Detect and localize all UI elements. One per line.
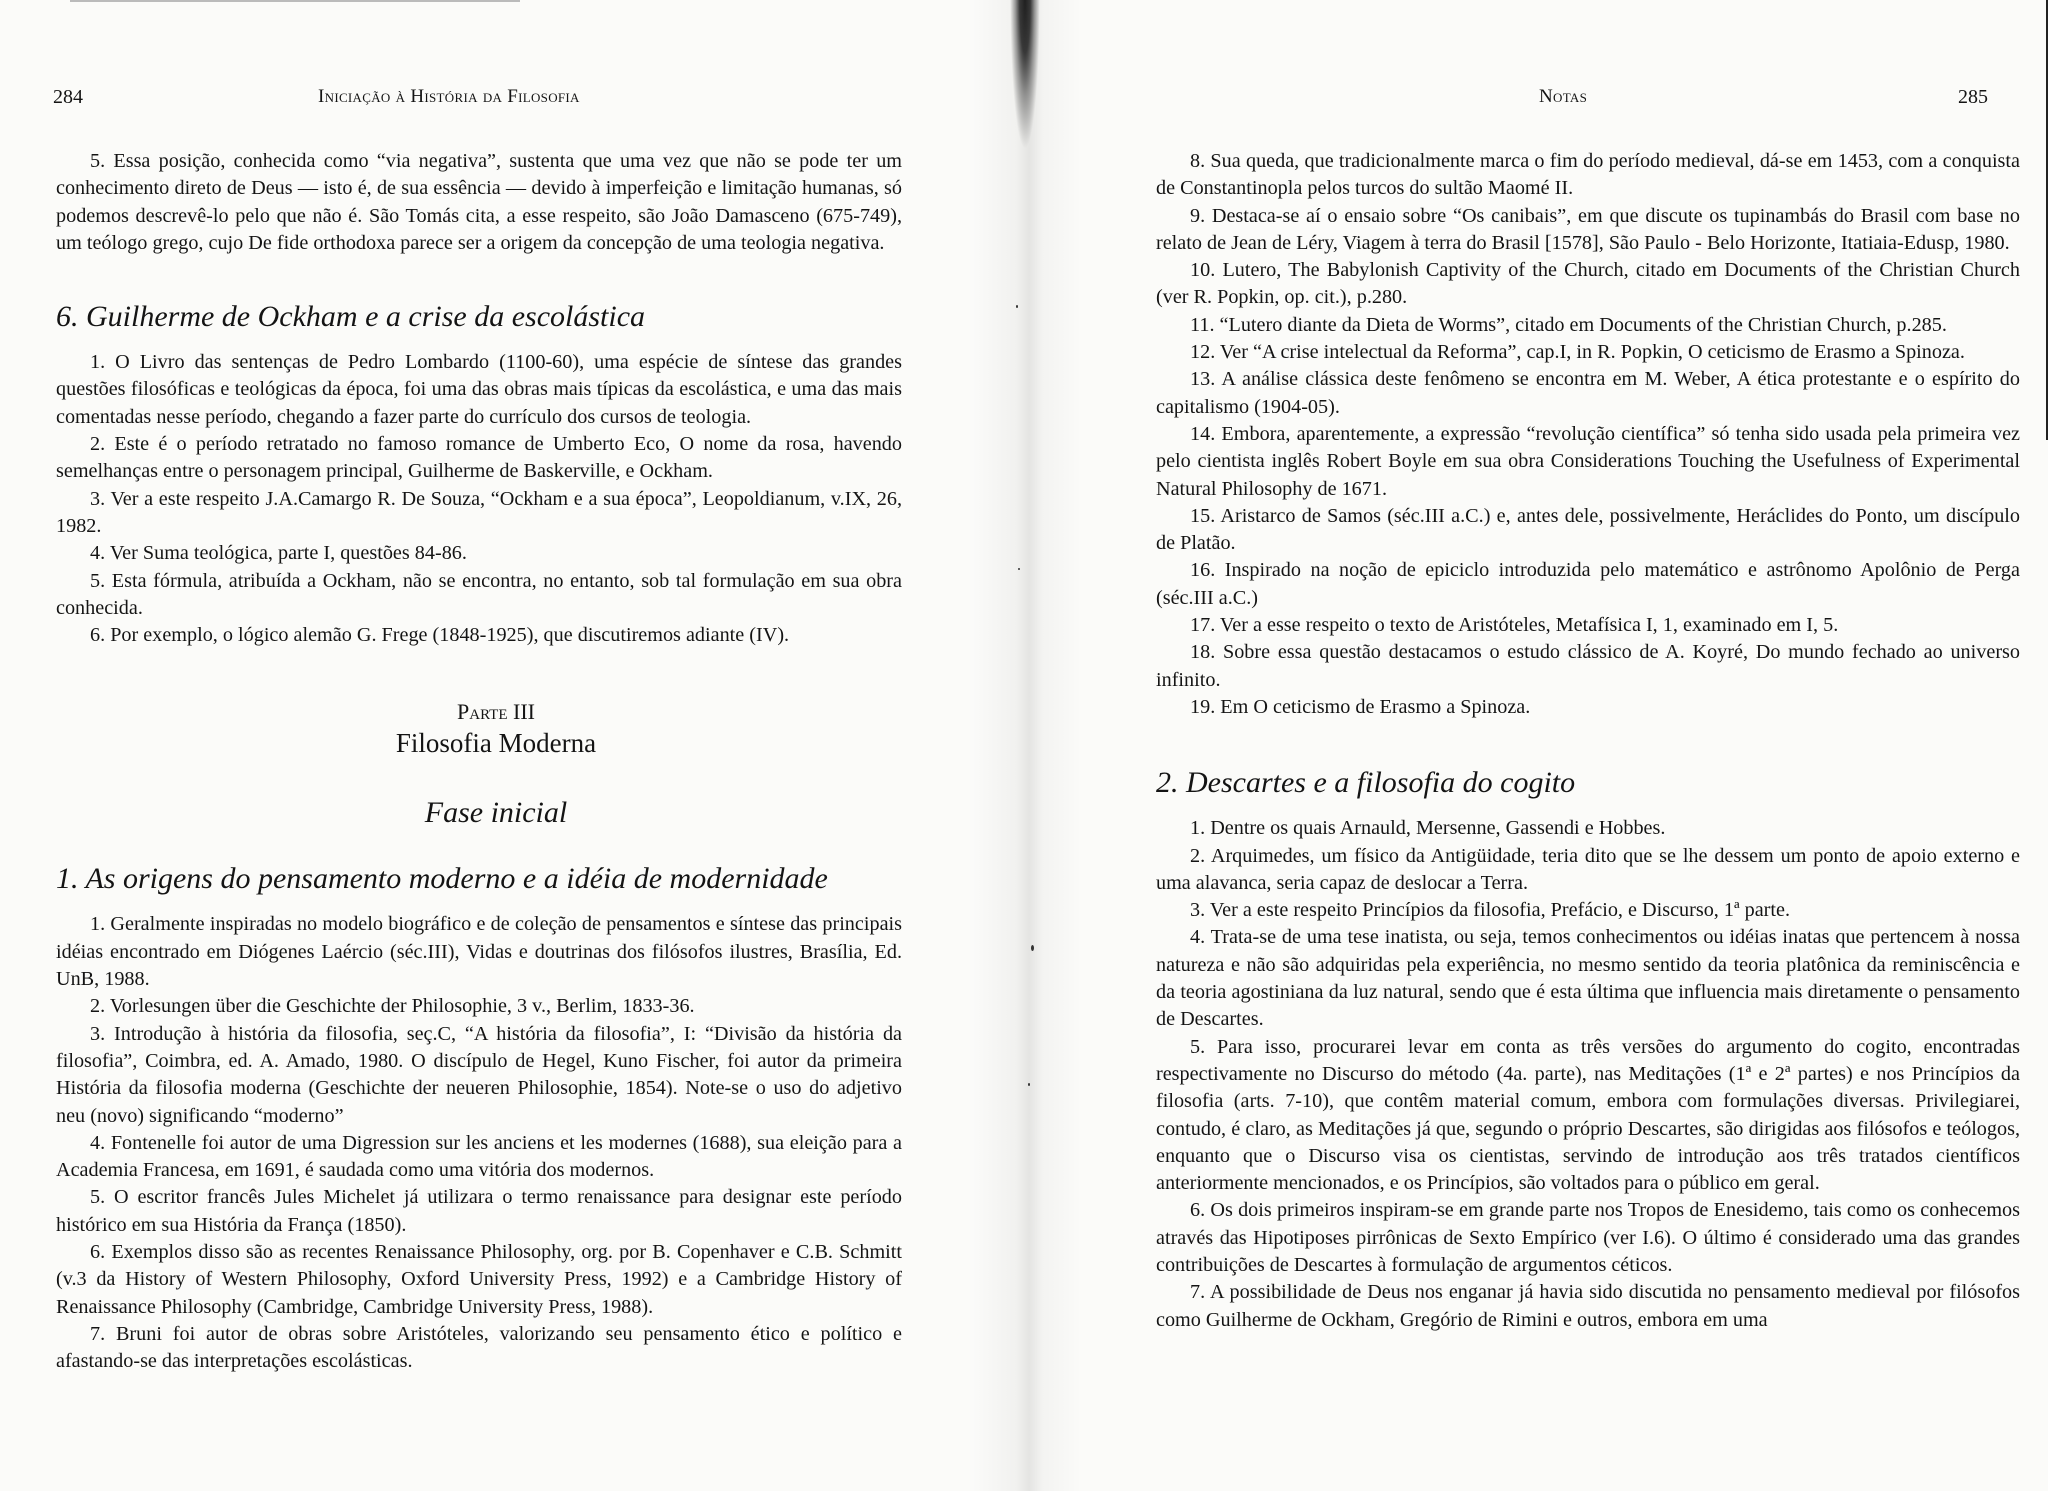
note-paragraph: 15. Aristarco de Samos (séc.III a.C.) e, antes dele, possivelmente, Heráclides do Ponto, um discípulo de Platão. bbox=[1156, 504, 2020, 555]
right-page bbox=[1024, 0, 2048, 1491]
note-paragraph: 19. Em O ceticismo de Erasmo a Spinoza. bbox=[1190, 695, 1531, 718]
scan-speck bbox=[1018, 568, 1020, 570]
note-paragraph: 3. Ver a este respeito Princípios da filosofia, Prefácio, e Discurso, 1ª parte. bbox=[1190, 899, 1790, 922]
note-paragraph: 5. O escritor francês Jules Michelet já utilizara o termo renaissance para designar este período histórico em sua História da França (1850). bbox=[56, 1186, 902, 1236]
note-paragraph: 10. Lutero, The Babylonish Captivity of the Church, citado em Documents of the Christian Church (ver R. Popkin, op. cit.), p.280. bbox=[1156, 259, 2020, 309]
phase-heading: Fase inicial bbox=[424, 796, 568, 830]
section-heading: 1. As origens do pensamento moderno e a idéia de modernidade bbox=[56, 862, 828, 896]
note-paragraph: 1. Geralmente inspiradas no modelo biográfico e de coleção de pensamentos e síntese das principais idéias encontrado em Diógenes Laércio (séc.III), Vidas e doutrinas dos filósofos ilustres, Brasília, Ed. UnB, 1988. bbox=[56, 913, 902, 991]
note-paragraph: 13. A análise clássica deste fenômeno se encontra em M. Weber, A ética protestante e o espírito do capitalismo (1904-05). bbox=[1156, 368, 2020, 418]
note-paragraph: 5. Esta fórmula, atribuída a Ockham, não se encontra, no entanto, sob tal formulação em sua obra conhecida. bbox=[56, 569, 902, 619]
note-paragraph: 9. Destaca-se aí o ensaio sobre “Os canibais”, em que discute os tupinambás do Brasil com base no relato de Jean de Léry, Viagem à terra do Brasil [1578], São Paulo - Belo Horizonte, Itatiaia-Edusp, 1980. bbox=[1156, 204, 2020, 254]
note-paragraph: 14. Embora, aparentemente, a expressão “revolução científica” só tenha sido usada pela primeira vez pelo cientista inglês Robert Boyle em sua obra Considerations Touching the Usefulness of Experimental Natural Philosophy de 1671. bbox=[1156, 422, 2020, 500]
note-paragraph: 2. Vorlesungen über die Geschichte der Philosophie, 3 v., Berlim, 1833-36. bbox=[90, 995, 695, 1018]
scan-speck bbox=[1028, 1083, 1030, 1086]
note-paragraph: 6. Os dois primeiros inspiram-se em grande parte nos Tropos de Enesidemo, tais como os conhecemos através das Hipotiposes pirrônicas de Sexto Empírico (ver I.6). O último é considerado uma das grandes contribuições de Descartes à formulação de argumentos céticos. bbox=[1156, 1199, 2020, 1276]
note-paragraph: 3. Ver a este respeito J.A.Camargo R. De Souza, “Ockham e a sua época”, Leopoldianum, v.IX, 26, 1982. bbox=[56, 487, 902, 537]
note-paragraph: 12. Ver “A crise intelectual da Reforma”, cap.I, in R. Popkin, O ceticismo de Erasmo a Spinoza. bbox=[1190, 341, 1965, 364]
note-paragraph: 18. Sobre essa questão destacamos o estudo clássico de A. Koyré, Do mundo fechado ao universo infinito. bbox=[1156, 641, 2020, 691]
note-paragraph: 4. Fontenelle foi autor de uma Digression sur les anciens et les modernes (1688), sua eleição para a Academia Francesa, em 1691, é saudada como uma vitória dos modernos. bbox=[56, 1131, 902, 1182]
part-label: Parte III bbox=[457, 699, 535, 725]
part-title: Filosofia Moderna bbox=[395, 728, 597, 759]
note-paragraph: 16. Inspirado na noção de epiciclo introduzida pelo matemático e astrônomo Apolônio de Perga (séc.III a.C.) bbox=[1156, 559, 2020, 609]
scan-speck bbox=[1016, 305, 1018, 308]
note-paragraph: 5. Para isso, procurarei levar em conta as três versões do argumento do cogito, encontradas respectivamente no Discurso do método (4a. parte), nas Meditações (1ª e 2ª partes) e nos Princípios da filosofia (arts. 7-10), que contêm material comum, embora com formulações diversas. Privilegiarei, contudo, é claro, as Meditações já que, segundo o próprio Descartes, são dirigidas aos filósofos e teólogos, enquanto que o Discurso visa os cientistas, servindo de introdução aos três tratados científicos anteriormente mencionados, e os Princípios, são voltados para o público em geral. bbox=[1156, 1035, 2020, 1195]
page-number: 285 bbox=[1958, 86, 1988, 108]
scan-speck bbox=[1031, 945, 1034, 951]
right-text-column bbox=[1156, 148, 2020, 1334]
left-text-column bbox=[56, 148, 902, 1376]
note-paragraph: 7. A possibilidade de Deus nos enganar já havia sido discutida no pensamento medieval por filósofos como Guilherme de Ockham, Gregório de Rimini e outros, embora em uma bbox=[1156, 1281, 2020, 1331]
note-paragraph: 7. Bruni foi autor de obras sobre Aristóteles, valorizando seu pensamento ético e político e afastando-se das interpretações escolásticas. bbox=[56, 1322, 902, 1373]
note-paragraph: 4. Ver Suma teológica, parte I, questões 84-86. bbox=[90, 542, 467, 565]
note-paragraph: 4. Trata-se de uma tese inatista, ou seja, temos conhecimentos ou idéias inatas que pertencem à nossa natureza e não são adquiridas pela experiência, no mesmo sentido da teoria platônica da reminiscência e da teoria agostiniana da luz natural, sendo que é esta última que influencia mais diretamente o pensamento de Descartes. bbox=[1156, 926, 2020, 1031]
note-paragraph: 6. Por exemplo, o lógico alemão G. Frege (1848-1925), que discutiremos adiante (IV). bbox=[90, 624, 790, 647]
page-number: 284 bbox=[53, 86, 83, 108]
note-paragraph: 1. Dentre os quais Arnauld, Mersenne, Gassendi e Hobbes. bbox=[1190, 817, 1666, 840]
running-title: Iniciação à História da Filosofia bbox=[318, 86, 580, 107]
running-title: Notas bbox=[1539, 86, 1588, 107]
section-heading: 2. Descartes e a filosofia do cogito bbox=[1156, 766, 1576, 800]
note-paragraph: 6. Exemplos disso são as recentes Renaissance Philosophy, org. por B. Copenhaver e C.B. Schmitt (v.3 da History of Western Philosophy, Oxford University Press, 1992) e a Cambridge History of Renaissance Philosophy (Cambridge, Cambridge University Press, 1988). bbox=[56, 1241, 902, 1318]
note-paragraph: 11. “Lutero diante da Dieta de Worms”, citado em Documents of the Christian Church, p.285. bbox=[1190, 313, 1947, 336]
note-paragraph: 5. Essa posição, conhecida como “via negativa”, sustenta que uma vez que não se pode ter um conhecimento direto de Deus — isto é, de sua essência — devido à imperfeição e limitação humanas, só podemos descrevê-lo pelo que não é. São Tomás cita, a esse respeito, são João Damasceno (675-749), um teólogo grego, cujo De fide orthodoxa parece ser a origem da concepção de uma teologia negativa. bbox=[56, 150, 902, 254]
section-heading: 6. Guilherme de Ockham e a crise da escolástica bbox=[56, 300, 646, 334]
note-paragraph: 8. Sua queda, que tradicionalmente marca o fim do período medieval, dá-se em 1453, com a conquista de Constantinopla pelos turcos do sultão Maomé II. bbox=[1156, 150, 2020, 200]
note-paragraph: 2. Este é o período retratado no famoso romance de Umberto Eco, O nome da rosa, havendo semelhanças entre o personagem principal, Guilherme de Baskerville, e Ockham. bbox=[56, 433, 902, 483]
note-paragraph: 2. Arquimedes, um físico da Antigüidade, teria dito que se lhe dessem um ponto de apoio externo e uma alavanca, seria capaz de deslocar a Terra. bbox=[1156, 844, 2020, 894]
note-paragraph: 1. O Livro das sentenças de Pedro Lombardo (1100-60), uma espécie de síntese das grandes questões filosóficas e teológicas da época, foi uma das obras mais típicas da escolástica, e uma das mais comentadas nesse período, chegando a fazer parte do currículo dos cursos de teologia. bbox=[56, 351, 902, 428]
note-paragraph: 3. Introdução à história da filosofia, seç.C, “A história da filosofia”, I: “Divisão da história da filosofia”, Coimbra, ed. A. Amado, 1980. O discípulo de Hegel, Kuno Fischer, foi autor da primeira História da filosofia moderna (Geschichte der neueren Philosophie, 1854). Note-se o uso do adjetivo neu (novo) significando “moderno” bbox=[56, 1022, 902, 1127]
note-paragraph: 17. Ver a esse respeito o texto de Aristóteles, Metafísica I, 1, examinado em I, 5. bbox=[1190, 614, 1839, 637]
